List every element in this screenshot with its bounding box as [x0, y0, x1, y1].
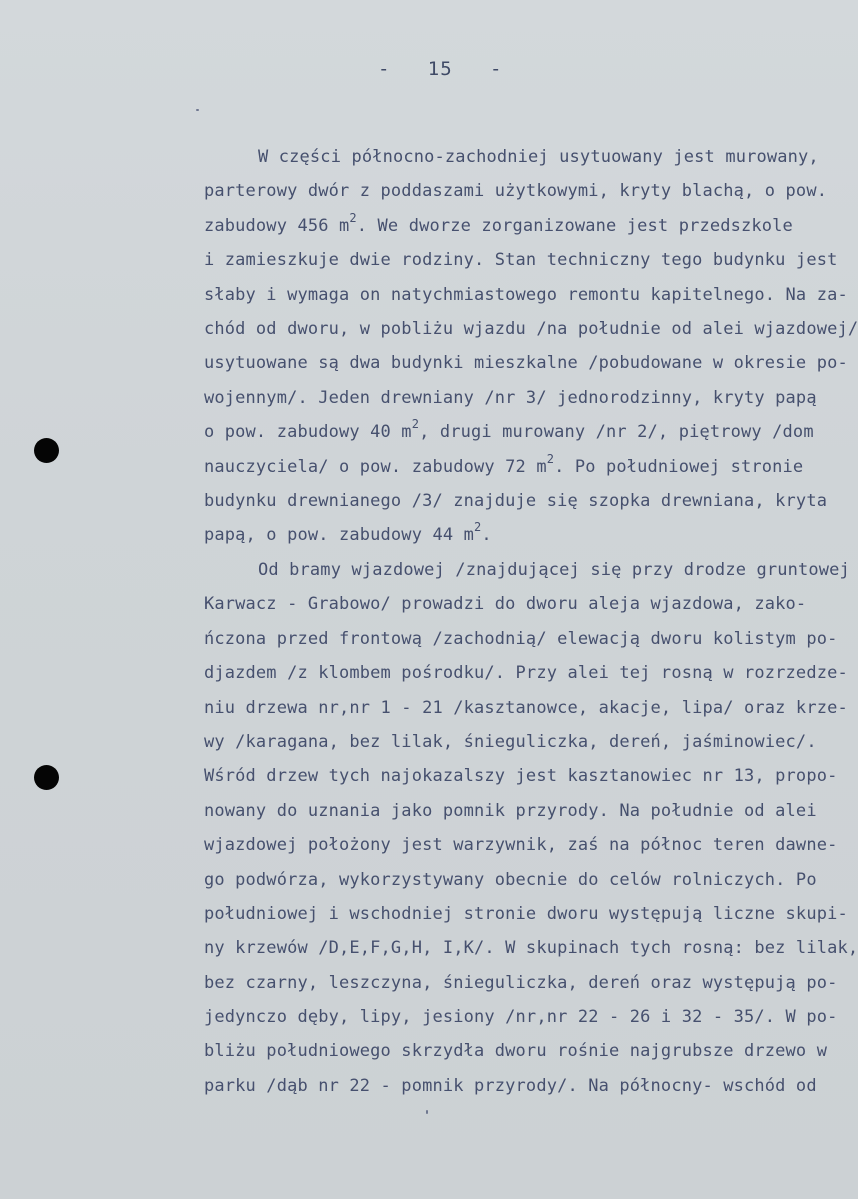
text-line: go podwórza, wykorzystywany obecnie do celów rolniczych. Po — [204, 869, 817, 890]
text-line: wjazdowej położony jest warzywnik, zaś na północ teren dawne- — [204, 835, 838, 856]
paper-speck — [196, 109, 199, 111]
paragraph-2 — [204, 553, 858, 1103]
line-segment: . We dworze zorganizowane jest przedszkole — [356, 215, 793, 236]
text-line: bliżu południowego skrzydła dworu rośnie najgrubsze drzewo w — [204, 1041, 828, 1062]
text-line: Wśród drzew tych najokazalszy jest kasztanowiec nr 13, propo- — [204, 766, 838, 787]
line-segment: , drugi murowany /nr 2/, piętrowy /dom — [419, 422, 814, 443]
page-number: - 15 - — [378, 58, 503, 80]
text-line: wojennym/. Jeden drewniany /nr 3/ jednorodzinny, kryty papą — [204, 387, 817, 408]
text-line: usytuowane są dwa budynki mieszkalne /pobudowane w okresie po- — [204, 353, 848, 374]
text-line: jedynczo dęby, lipy, jesiony /nr,nr 22 - 26 i 32 - 35/. W po- — [204, 1007, 838, 1028]
text-line: południowej i wschodniej stronie dworu występują liczne skupi- — [204, 903, 848, 924]
text-line — [204, 518, 844, 552]
punch-hole — [34, 765, 59, 790]
text-line: niu drzewa nr,nr 1 - 21 /kasztanowce, akacje, lipa/ oraz krze- — [204, 697, 848, 718]
text-line — [204, 450, 844, 484]
text-line: parterowy dwór z poddaszami użytkowymi, kryty blachą, o pow. — [204, 181, 828, 202]
text-line: Od bramy wjazdowej /znajdującej się przy drodze gruntowej — [258, 560, 850, 580]
text-line: ńczona przed frontową /zachodnią/ elewacją dworu kolistym po- — [204, 628, 838, 649]
paper-speck — [426, 1110, 428, 1114]
text-line: parku /dąb nr 22 - pomnik przyrody/. Na północny- wschód od — [204, 1075, 817, 1096]
text-line: i zamieszkuje dwie rodziny. Stan techniczny tego budynku jest — [204, 250, 838, 271]
text-line: djazdem /z klombem pośrodku/. Przy alei tej rosną w rozrzedze- — [204, 663, 848, 684]
line-segment: . Po południowej stronie — [554, 456, 804, 477]
text-line: Karwacz - Grabowo/ prowadzi do dworu aleja wjazdowa, zako- — [204, 594, 807, 615]
text-line: ny krzewów /D,E,F,G,H, I,K/. W skupinach tych rosną: bez lilak, — [204, 938, 858, 959]
paragraph-1 — [204, 140, 858, 553]
line-segment: nauczyciela/ o pow. zabudowy 72 m — [204, 456, 547, 477]
superscript: 2 — [546, 451, 555, 466]
superscript: 2 — [474, 520, 482, 535]
line-segment: zabudowy 456 m — [204, 215, 350, 236]
text-line — [204, 209, 844, 243]
superscript: 2 — [349, 210, 357, 225]
line-segment: . — [481, 525, 492, 546]
line-segment: papą, o pow. zabudowy 44 m — [204, 525, 475, 546]
text-line — [204, 415, 844, 449]
line-segment: o pow. zabudowy 40 m — [204, 422, 412, 443]
superscript: 2 — [411, 417, 420, 432]
text-line: wy /karagana, bez lilak, śnieguliczka, dereń, jaśminowiec/. — [204, 731, 817, 752]
text-line: nowany do uznania jako pomnik przyrody. Na południe od alei — [204, 800, 817, 821]
text-line: W części północno-zachodniej usytuowany jest murowany, — [258, 147, 819, 167]
text-line: chód od dworu, w pobliżu wjazdu /na południe od alei wjazdowej/ — [204, 318, 858, 339]
text-line: budynku drewnianego /3/ znajduje się szopka drewniana, kryta — [204, 490, 828, 511]
punch-hole — [34, 438, 59, 463]
text-line: słaby i wymaga on natychmiastowego remontu kapitelnego. Na za- — [204, 284, 848, 305]
text-line: bez czarny, leszczyna, śnieguliczka, dereń oraz występują po- — [204, 972, 838, 993]
